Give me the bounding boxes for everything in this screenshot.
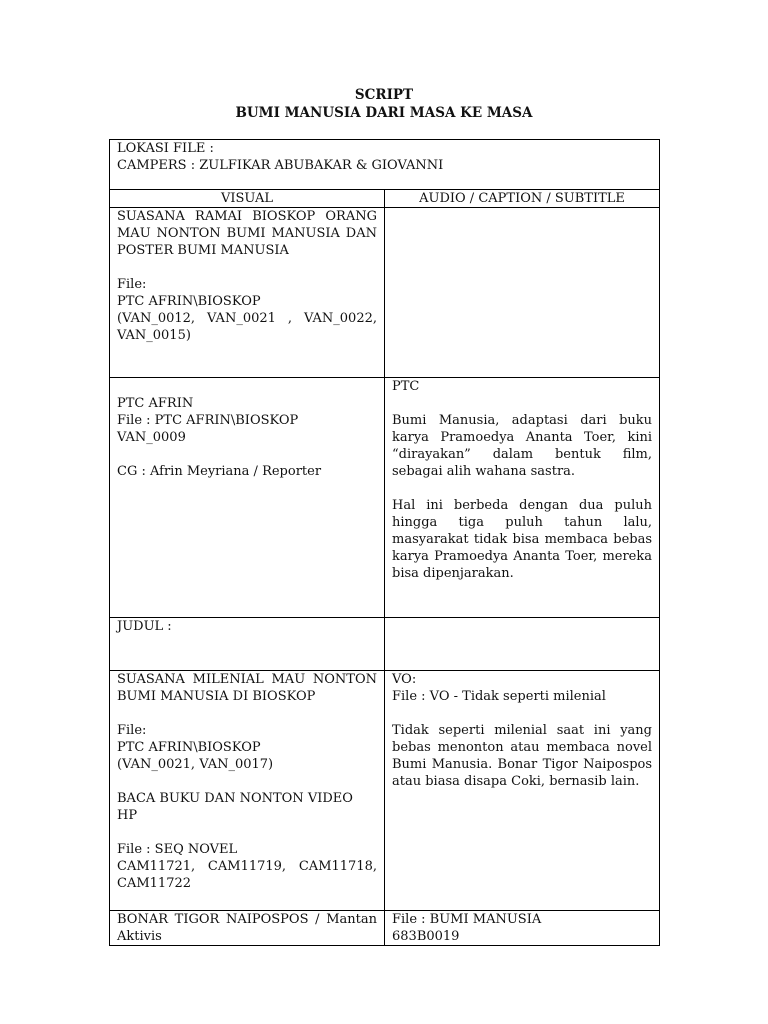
audio-file: File : BUMI MANUSIA [392, 912, 542, 927]
audio-type: PTC [392, 379, 420, 394]
visual-description: BONAR TIGOR NAIPOSPOS / Mantan Aktivis [117, 912, 382, 944]
audio-file: File : VO - Tidak seperti milenial [392, 689, 606, 704]
table-row [110, 618, 660, 671]
campers-label: CAMPERS : ZULFIKAR ABUBAKAR & GIOVANNI [117, 158, 444, 173]
document-title [0, 86, 768, 122]
file-ids: (VAN_0021, VAN_0017) [117, 757, 274, 772]
file-ids: CAM11721, CAM11719, CAM11718, CAM11722 [117, 859, 382, 891]
visual-cell [110, 671, 385, 911]
visual-description: BACA BUKU DAN NONTON VIDEO HP [117, 791, 358, 823]
file-path: PTC AFRIN\BIOSKOP [117, 294, 261, 309]
visual-description: SUASANA RAMAI BIOSKOP ORANG MAU NONTON BUMI MANUSIA DAN POSTER BUMI MANUSIA [117, 209, 382, 258]
ptc-name: PTC AFRIN [117, 396, 194, 411]
visual-cell [110, 378, 385, 618]
column-header-row [110, 190, 660, 208]
visual-cell [110, 208, 385, 378]
audio-cell [385, 378, 660, 618]
audio-paragraph: Bumi Manusia, adaptasi dari buku karya Pramoedya Ananta Toer, kini “dirayakan” dalam bentuk film, sebagai alih wahana sastra. [392, 413, 657, 479]
file-ids: VAN_0009 [117, 430, 186, 445]
file-path: PTC AFRIN\BIOSKOP [117, 740, 261, 755]
lokasi-file-label: LOKASI FILE : [117, 141, 214, 156]
judul-label: JUDUL : [117, 619, 172, 634]
script-table [109, 139, 660, 946]
column-header-visual: VISUAL [110, 190, 385, 208]
title-line-script: SCRIPT [354, 87, 414, 103]
header-row [110, 140, 660, 190]
visual-description: SUASANA MILENIAL MAU NONTON BUMI MANUSIA DI BIOSKOP [117, 672, 382, 704]
file-ids: 683B0019 [392, 929, 460, 944]
title-line-main: BUMI MANUSIA DARI MASA KE MASA [235, 105, 533, 121]
audio-paragraph: Tidak seperti milenial saat ini yang bebas menonton atau membaca novel Bumi Manusia. Bonar Tigor Naipospos atau biasa disapa Coki, bernasib lain. [392, 723, 657, 789]
table-row [110, 911, 660, 946]
table-row [110, 208, 660, 378]
table-row [110, 671, 660, 911]
file-path: File : SEQ NOVEL [117, 842, 238, 857]
table-row [110, 378, 660, 618]
audio-paragraph: Hal ini berbeda dengan dua puluh hingga tiga puluh tahun lalu, masyarakat tidak bisa membaca bebas karya Pramoedya Ananta Toer, mereka bisa dipenjarakan. [392, 498, 657, 581]
header-cell [110, 140, 660, 190]
visual-cell [110, 618, 385, 671]
file-label: File: [117, 277, 147, 292]
audio-cell [385, 208, 660, 378]
audio-cell [385, 911, 660, 946]
audio-cell [385, 671, 660, 911]
file-path: File : PTC AFRIN\BIOSKOP [117, 413, 299, 428]
visual-cell [110, 911, 385, 946]
file-label: File: [117, 723, 147, 738]
cg-label: CG : Afrin Meyriana / Reporter [117, 464, 322, 479]
column-header-audio: AUDIO / CAPTION / SUBTITLE [385, 190, 660, 208]
audio-type: VO: [392, 672, 417, 687]
audio-cell [385, 618, 660, 671]
file-ids: (VAN_0012, VAN_0021 , VAN_0022, VAN_0015) [117, 311, 382, 343]
